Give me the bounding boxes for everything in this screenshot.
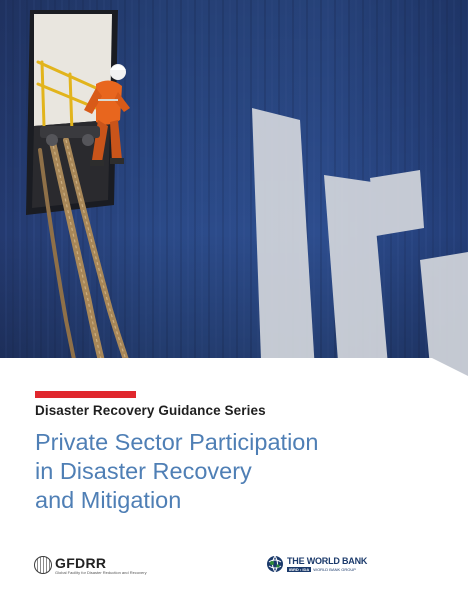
gfdrr-name: GFDRR: [55, 554, 107, 571]
report-title: [35, 428, 455, 515]
title-line: and Mitigation: [35, 487, 182, 513]
world-bank-name: THE WORLD BANK: [287, 556, 368, 566]
world-bank-globe-icon: [266, 555, 284, 573]
world-bank-logo: [266, 553, 367, 575]
world-bank-sub-right: WORLD BANK GROUP: [313, 567, 356, 572]
gfdrr-tagline: Global Facility for Disaster Reduction and Recovery: [55, 569, 147, 575]
accent-bar: [35, 391, 136, 398]
gfdrr-globe-icon: [34, 556, 52, 574]
title-line: Private Sector Participation: [35, 429, 319, 455]
series-label: Disaster Recovery Guidance Series: [35, 403, 266, 418]
gfdrr-logo: [34, 554, 147, 576]
world-bank-sub-left: IBRD • IDA: [289, 567, 310, 572]
title-line: in Disaster Recovery: [35, 458, 252, 484]
